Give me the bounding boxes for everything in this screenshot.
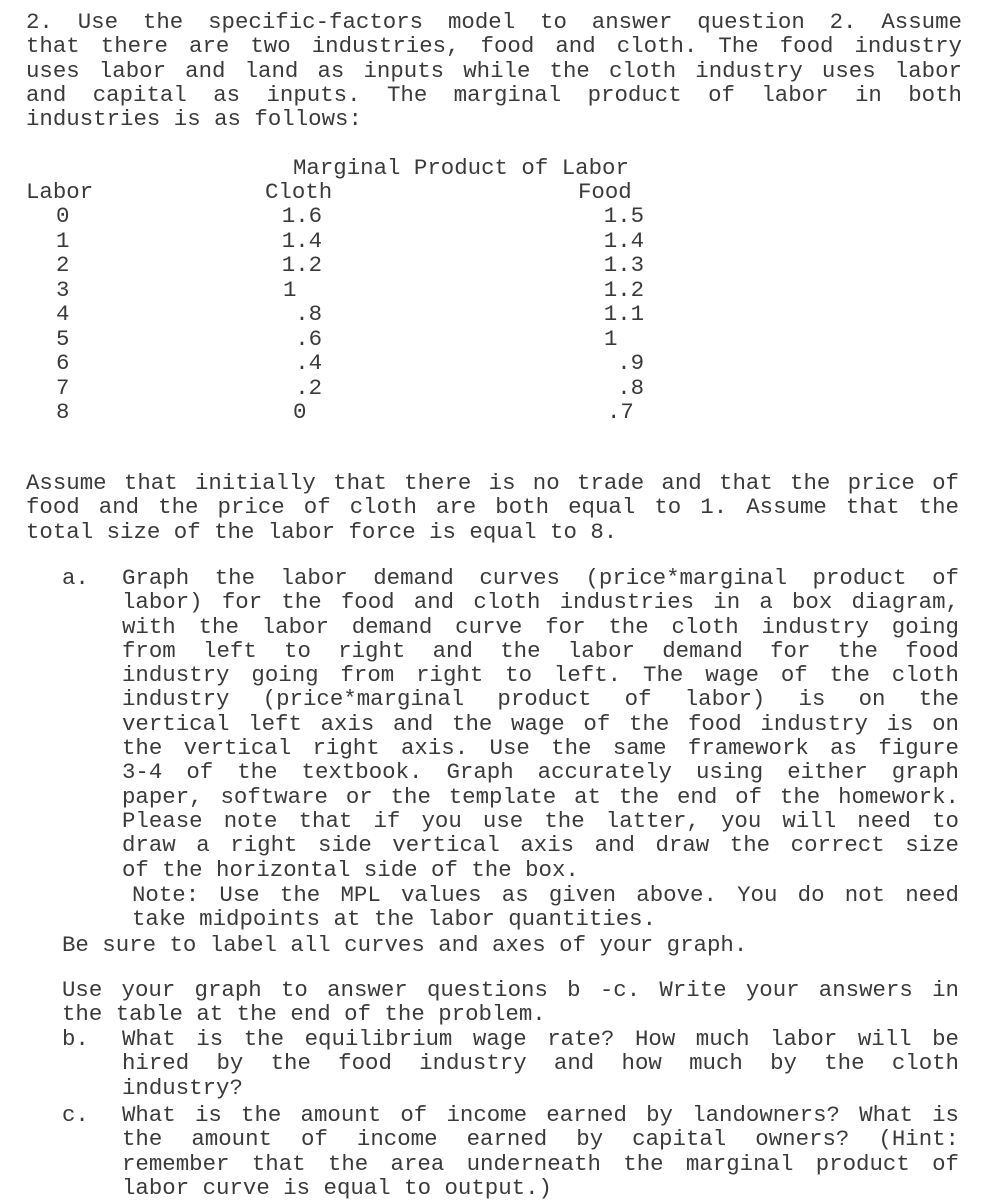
food-mpl-cell: .9 — [617, 350, 645, 376]
food-mpl-cell: 1.3 — [603, 252, 645, 278]
text-line: uses labor and land as inputs while the cloth industry uses labor — [26, 57, 962, 84]
food-mpl-cell: 1.4 — [603, 227, 645, 254]
text-line: the table at the end of the problem. — [62, 1001, 546, 1028]
labor-cell: 2 — [56, 252, 70, 278]
text-line: industries is as follows: — [26, 106, 362, 133]
text-line: 3-4 of the textbook. Graph accurately using either graph — [122, 759, 959, 786]
labor-cell: 3 — [56, 276, 70, 303]
part-b-text — [122, 1027, 959, 1100]
text-line: industry going from right to left. The wage of the cloth — [122, 662, 959, 689]
header-food: Food — [578, 179, 632, 205]
intro-paragraph — [26, 10, 962, 131]
cloth-mpl-cell: .8 — [295, 301, 323, 327]
food-mpl-cell: 1.5 — [603, 203, 645, 229]
labor-cell: 6 — [56, 350, 70, 376]
part-a-text — [122, 566, 959, 882]
text-line: food and the price of cloth are both equal to 1. Assume that the — [26, 494, 959, 521]
cloth-mpl-cell: 1.6 — [281, 203, 323, 229]
part-c-label: c. — [62, 1102, 89, 1128]
text-line: What is the amount of income earned by landowners? What is — [122, 1102, 959, 1128]
table-title: Marginal Product of Labor — [293, 155, 629, 181]
food-mpl-cell: .7 — [607, 399, 634, 425]
label-reminder: Be sure to label all curves and axes of your graph. — [62, 932, 748, 958]
text-line: industry (price*marginal product of labor) is on the — [122, 686, 959, 713]
part-c-text — [122, 1103, 959, 1200]
text-line: take midpoints at the labor quantities. — [132, 906, 657, 933]
header-labor: Labor — [26, 179, 94, 205]
text-line: Please note that if you use the latter, you will need to — [122, 807, 959, 834]
food-mpl-cell: .8 — [617, 374, 645, 401]
text-line: remember that the area underneath the marginal product of — [122, 1150, 959, 1177]
text-line: that there are two industries, food and cloth. The food industry — [26, 33, 962, 60]
food-mpl-cell: 1.1 — [603, 301, 645, 327]
text-line: and capital as inputs. The marginal product of labor in both — [26, 81, 962, 108]
labor-cell: 8 — [56, 399, 70, 425]
cloth-mpl-cell: 1.4 — [281, 227, 323, 254]
cloth-mpl-cell: .2 — [295, 374, 323, 401]
labor-cell: 4 — [56, 301, 70, 327]
text-line: Graph the labor demand curves (price*marginal product of — [122, 565, 959, 591]
labor-cell: 7 — [56, 374, 70, 401]
cloth-mpl-cell: 0 — [293, 399, 307, 425]
cloth-mpl-cell: .6 — [295, 325, 323, 352]
part-b-label: b. — [62, 1026, 89, 1052]
labor-cell: 1 — [56, 227, 70, 254]
text-line: Use your graph to answer questions b -c. Write your answers in — [62, 977, 959, 1003]
text-line: vertical left axis and the wage of the food industry is on — [122, 710, 959, 737]
text-line: paper, software or the template at the end of the homework. — [122, 783, 959, 810]
text-line: labor) for the food and cloth industries in a box diagram, — [122, 589, 959, 616]
text-line: with the labor demand curve for the cloth industry going — [122, 613, 959, 640]
cloth-mpl-cell: 1 — [283, 276, 297, 303]
text-line: Note: Use the MPL values as given above. You do not need — [132, 882, 959, 908]
text-line: 2. Use the specific-factors model to answer question 2. Assume — [26, 9, 962, 35]
food-mpl-cell: 1.2 — [603, 276, 645, 303]
labor-cell: 5 — [56, 325, 70, 352]
part-a-label: a. — [62, 565, 89, 591]
text-line: hired by the food industry and how much by the cloth — [122, 1050, 959, 1077]
text-line: the amount of income earned by capital owners? (Hint: — [122, 1126, 959, 1153]
text-line: draw a right side vertical axis and draw the correct size — [122, 832, 959, 859]
text-line: labor curve is equal to output.) — [122, 1174, 552, 1201]
text-line: industry? — [122, 1074, 243, 1101]
text-line: What is the equilibrium wage rate? How much labor will be — [122, 1026, 959, 1052]
text-line: Assume that initially that there is no trade and that the price of — [26, 470, 959, 496]
use-graph-paragraph — [62, 978, 959, 1027]
cloth-mpl-cell: .4 — [295, 350, 323, 376]
food-mpl-cell: 1 — [604, 325, 618, 352]
header-cloth: Cloth — [265, 179, 333, 205]
text-line: the vertical right axis. Use the same framework as figure — [122, 735, 959, 762]
text-line: total size of the labor force is equal to 8. — [26, 518, 618, 545]
assumption-paragraph — [26, 471, 959, 544]
labor-cell: 0 — [56, 203, 70, 229]
text-line: from left to right and the labor demand for the food — [122, 637, 959, 664]
text-line: of the horizontal side of the box. — [122, 856, 579, 883]
part-a-note — [132, 883, 959, 932]
cloth-mpl-cell: 1.2 — [281, 252, 323, 278]
